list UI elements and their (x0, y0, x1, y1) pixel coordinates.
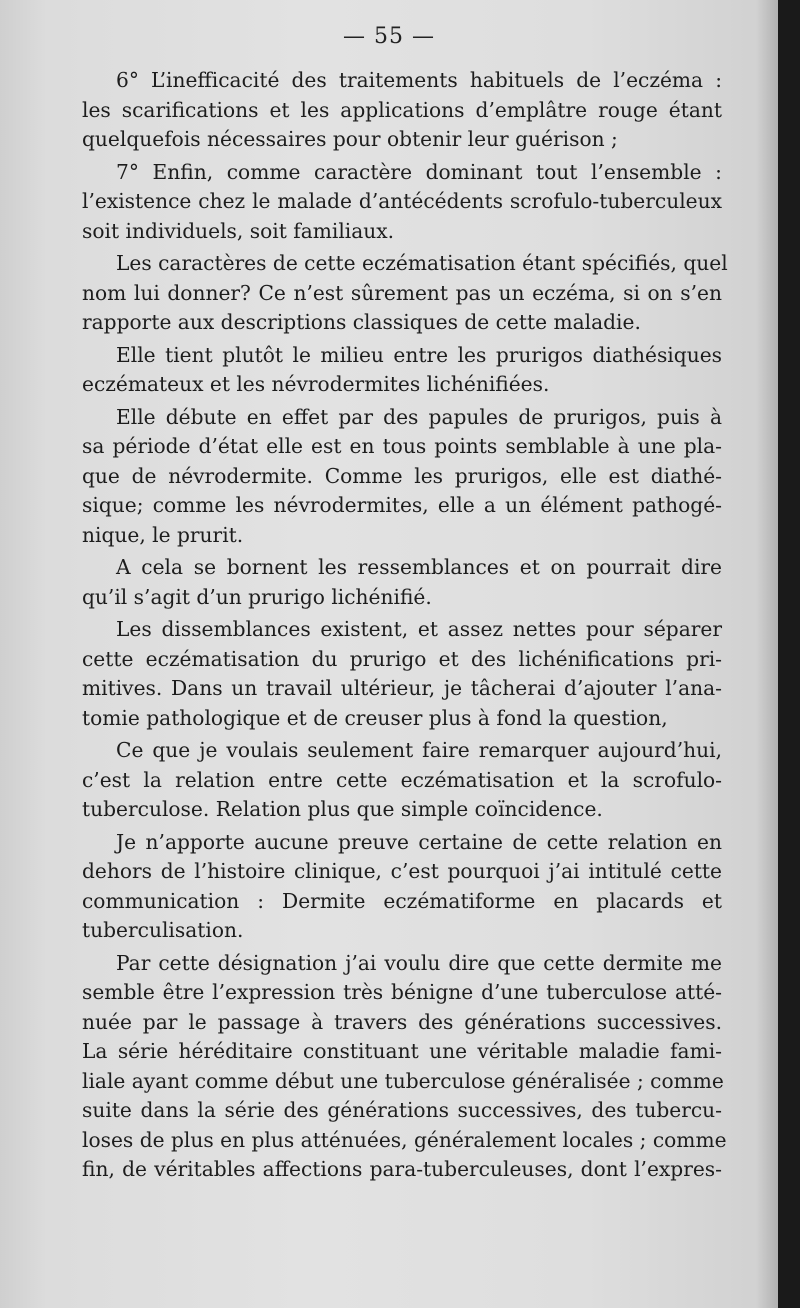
paragraph (82, 553, 722, 612)
text-line: Par cette désignation j’ai voulu dire que cette dermite me (116, 950, 722, 975)
text-line: nom lui donner? Ce n’est sûrement pas un eczéma, si on s’en (82, 280, 722, 305)
paragraph (82, 736, 722, 825)
paragraph (82, 403, 722, 551)
text-line: Elle débute en effet par des papules de prurigos, puis à (116, 404, 722, 429)
text-line: suite dans la série des générations successives, des tubercu- (82, 1098, 722, 1122)
text-line: quelquefois nécessaires pour obtenir leur guérison ; (82, 127, 618, 151)
page-number-header: — 55 — (343, 24, 435, 49)
page-body (82, 66, 728, 1185)
text-line: Ce que je voulais seulement faire remarquer aujourd’hui, (116, 738, 722, 762)
text-line: nique, le prurit. (82, 522, 244, 547)
text-line: tuberculisation. (82, 918, 244, 942)
text-line: tomie pathologique et de creuser plus à fond la question, (82, 705, 668, 730)
paragraph (82, 341, 722, 400)
paragraph (82, 66, 722, 155)
text-line: soit individuels, soit familiaux. (82, 218, 395, 243)
text-line: Je n’apporte aucune preuve certaine de cette relation en (116, 829, 722, 854)
text-line: A cela se bornent les ressemblances et on pourrait dire (116, 555, 722, 579)
text-line: communication : Dermite eczématiforme en placards et (82, 888, 722, 913)
text-line: c’est la relation entre cette eczématisation et la scrofulo- (82, 767, 722, 792)
text-line: dehors de l’histoire clinique, c’est pourquoi j’ai intitulé cette (82, 859, 722, 883)
text-line: eczémateux et les névrodermites lichénifiées. (82, 372, 550, 396)
text-line: cette eczématisation du prurigo et des lichénifications pri- (82, 646, 722, 671)
text-line: semble être l’expression très bénigne d’une tuberculose atté- (82, 980, 722, 1004)
text-line: sique; comme les névrodermites, elle a un élément pathogé- (82, 493, 722, 517)
text-line: l’existence chez le malade d’antécédents scrofulo-tuberculeux (82, 189, 722, 213)
text-line: les scarifications et les applications d’emplâtre rouge étant (82, 97, 722, 122)
text-line: Elle tient plutôt le milieu entre les prurigos diathésiques (116, 342, 722, 367)
paragraph (82, 158, 722, 247)
text-line: que de névrodermite. Comme les prurigos, elle est diathé- (82, 463, 722, 488)
text-line: mitives. Dans un travail ultérieur, je tâcherai d’ajouter l’ana- (82, 676, 722, 700)
text-line: sa période d’état elle est en tous points semblable à une pla- (82, 434, 722, 458)
text-line: rapporte aux descriptions classiques de cette maladie. (82, 310, 641, 334)
text-line: nuée par le passage à travers des générations successives. (82, 1009, 722, 1034)
paragraph (82, 249, 728, 338)
text-line: Les dissemblances existent, et assez nettes pour séparer (116, 617, 722, 641)
text-line: qu’il s’agit d’un prurigo lichénifié. (82, 584, 432, 609)
paragraph (82, 949, 727, 1185)
text-line: 7° Enfin, comme caractère dominant tout l’ensemble : (116, 159, 722, 184)
text-line: fin, de véritables affections para-tuberculeuses, dont l’expres- (82, 1157, 722, 1181)
text-line: La série héréditaire constituant une véritable maladie fami- (82, 1039, 722, 1063)
text-line: loses de plus en plus atténuées, généralement locales ; comme (82, 1127, 727, 1152)
text-line: tuberculose. Relation plus que simple coïncidence. (82, 797, 603, 821)
paragraph (82, 828, 722, 946)
text-line: Les caractères de cette eczématisation étant spécifiés, quel (116, 251, 728, 275)
text-line: 6° L’inefficacité des traitements habituels de l’eczéma : (116, 68, 722, 92)
paragraph (82, 615, 722, 733)
text-line: liale ayant comme début une tuberculose généralisée ; comme (82, 1068, 724, 1093)
